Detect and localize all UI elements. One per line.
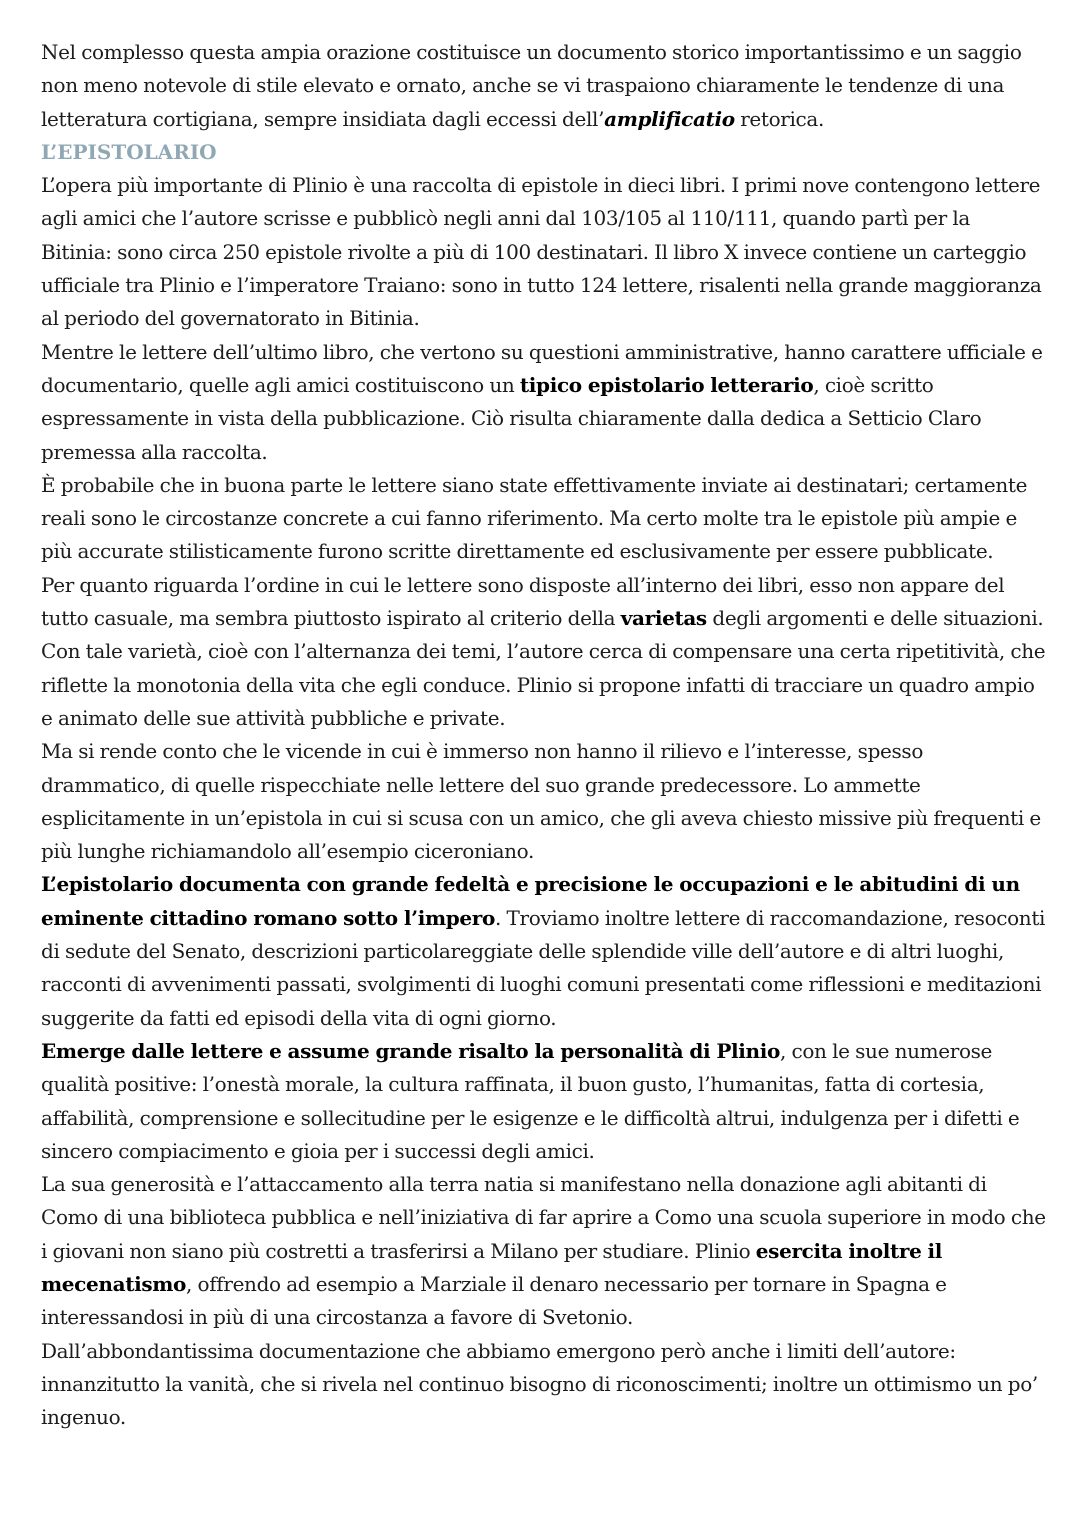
paragraph-8-bold: Emerge dalle lettere e assume grande risalto la personalità di Plinio bbox=[41, 1038, 780, 1063]
paragraph-4-text-1: Per quanto riguarda l’ordine in cui le lettere sono disposte all’interno dei libri, esso non appare del tutto casuale, ma sembra piuttosto ispirato al criterio della bbox=[41, 572, 1005, 631]
paragraph-10: Dall’abbondantissima documentazione che abbiamo emergono però anche i limiti dell’autore: innanzitutto la vanità, che si rivela nel continuo bisogno di riconoscimenti; inoltre un ottimismo un po’ ingenuo. bbox=[41, 1338, 1038, 1430]
paragraph-9-bold: esercita inoltre il mecenatismo bbox=[41, 1238, 943, 1296]
paragraph-7-bold: L’epistolario documenta con grande fedeltà e precisione le occupazioni e le abitudini di un eminente cittadino romano sotto l’impero bbox=[41, 872, 1020, 930]
paragraph-2-text-1: Mentre le lettere dell’ultimo libro, che vertono su questioni amministrative, hanno carattere ufficiale e documentario, quelle agli amici costituiscono un bbox=[41, 339, 1043, 397]
intro-text-2: retorica. bbox=[734, 106, 824, 131]
paragraph-1: L’opera più importante di Plinio è una raccolta di epistole in dieci libri. I primi nove contengono lettere agli amici che l’autore scrisse e pubblicò negli anni dal 103/105 al 110/111, quando partì per la Bitinia: sono circa 250 epistole rivolte a più di 100 destinatari. Il libro X invece contiene un carteggio ufficiale tra Plinio e l’imperatore Traiano: sono in tutto 124 lettere, risalenti nella grande maggioranza al periodo del governatorato in Bitinia. bbox=[41, 173, 1042, 331]
document-page bbox=[41, 36, 1046, 1434]
paragraph-6: Ma si rende conto che le vicende in cui è immerso non hanno il rilievo e l’interesse, spesso drammatico, di quelle rispecchiate nelle lettere del suo grande predecessore. Lo ammette esplicitamente in un’epistola in cui si scusa con un amico, che gli aveva chiesto missive più frequenti e più lunghe richiamandolo all’esempio ciceroniano. bbox=[41, 739, 1041, 864]
intro-text-1: Nel complesso questa ampia orazione costituisce un documento storico importantissimo e un saggio non meno notevole di stile elevato e ornato, anche se vi traspaiono chiaramente le tendenze di una letteratura cortigiana, sempre insidiata dagli eccessi dell’ bbox=[41, 40, 1022, 131]
paragraph-2 bbox=[41, 336, 1046, 469]
paragraph-7 bbox=[41, 868, 1046, 1034]
paragraph-4 bbox=[41, 569, 1046, 636]
paragraph-7-text-1: . Troviamo inoltre lettere di raccomandazione, resoconti di sedute del Senato, descrizioni particolareggiate delle splendide ville dell’autore e di altri luoghi, racconti di avvenimenti passati, svolgimenti di luoghi comuni presentati come riflessioni e meditazioni suggerite da fatti ed episodi della vita di ogni giorno. bbox=[41, 905, 1046, 1030]
paragraph-4-bold: varietas bbox=[620, 606, 707, 631]
paragraph-2-text-2: , cioè scritto espressamente in vista della pubblicazione. Ciò risulta chiaramente dalla dedica a Setticio Claro premessa alla raccolta. bbox=[41, 372, 982, 464]
paragraph-8 bbox=[41, 1035, 1046, 1168]
intro-paragraph bbox=[41, 36, 1046, 136]
paragraph-4-text-2: degli argomenti e delle situazioni. bbox=[706, 606, 1044, 631]
section-heading-epistolario: L’EPISTOLARIO bbox=[41, 139, 217, 164]
paragraph-2-bold: tipico epistolario letterario bbox=[519, 372, 814, 397]
paragraph-3: È probabile che in buona parte le lettere siano state effettivamente inviate ai destinatari; certamente reali sono le circostanze concrete a cui fanno riferimento. Ma certo molte tra le epistole più ampie e più accurate stilisticamente furono scritte direttamente ed esclusivamente per essere pubblicate. bbox=[41, 472, 1028, 564]
paragraph-9-text-1: La sua generosità e l’attaccamento alla terra natia si manifestano nella donazione agli abitanti di Como di una biblioteca pubblica e nell’iniziativa di far aprire a Como una scuola superiore in modo che i giovani non siano più costretti a trasferirsi a Milano per studiare. Plinio bbox=[41, 1172, 1046, 1263]
paragraph-9 bbox=[41, 1168, 1046, 1334]
paragraph-9-text-2: , offrendo ad esempio a Marziale il denaro necessario per tornare in Spagna e interessandosi in più di una circostanza a favore di Svetonio. bbox=[41, 1271, 947, 1330]
paragraph-5: Con tale varietà, cioè con l’alternanza dei temi, l’autore cerca di compensare una certa ripetitività, che riflette la monotonia della vita che egli conduce. Plinio si propone infatti di tracciare un quadro ampio e animato delle sue attività pubbliche e private. bbox=[41, 639, 1046, 730]
intro-term-amplificatio: amplificatio bbox=[604, 106, 735, 131]
paragraph-8-text-1: , con le sue numerose qualità positive: l’onestà morale, la cultura raffinata, il buon gusto, l’humanitas, fatta di cortesia, affabilità, comprensione e sollecitudine per le esigenze e le difficoltà altrui, indulgenza per i difetti e sincero compiacimento e gioia per i successi degli amici. bbox=[41, 1038, 1020, 1163]
